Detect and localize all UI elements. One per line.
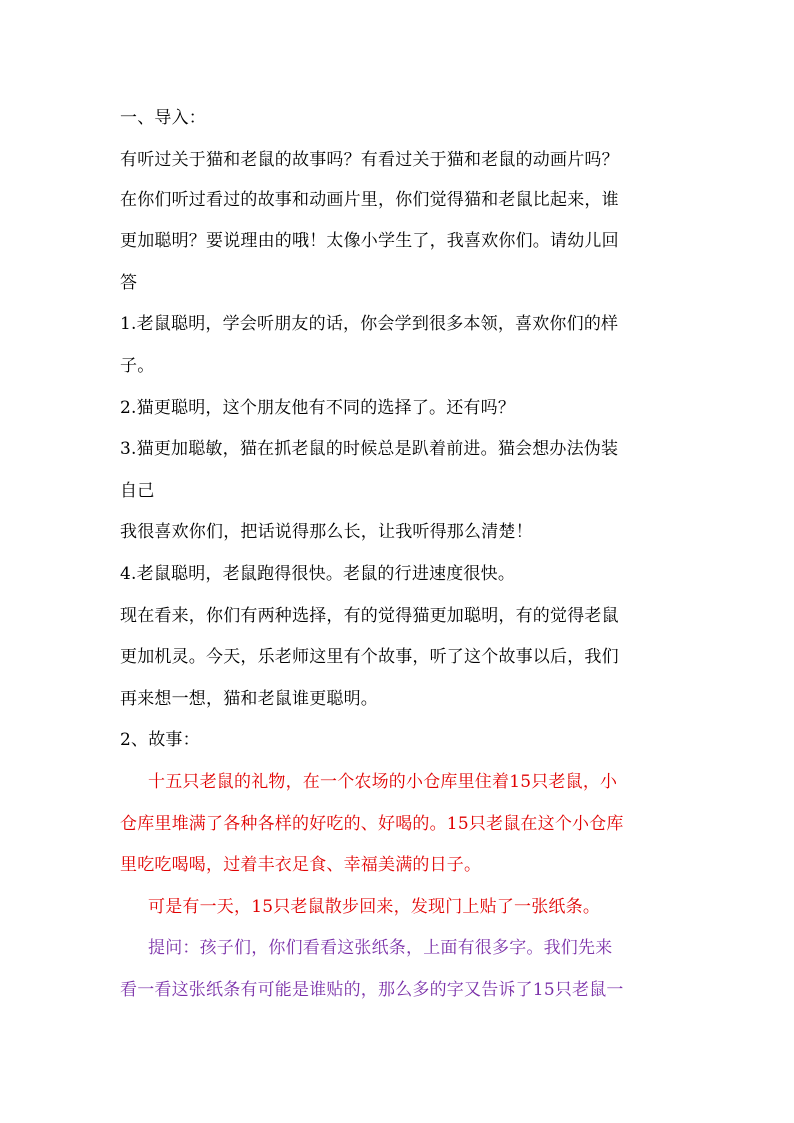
teacher-comment: 我很喜欢你们，把话说得那么长，让我听得那么清楚！	[120, 522, 533, 542]
answer-line-1-cont: 子。	[120, 356, 155, 376]
story-line: 里吃吃喝喝，过着丰衣足食、幸福美满的日子。	[120, 855, 482, 875]
paragraph-line: 更加机灵。今天，乐老师这里有个故事，听了这个故事以后，我们	[120, 647, 619, 667]
paragraph-line: 答	[120, 273, 138, 293]
paragraph-line: 现在看来，你们有两种选择，有的觉得猫更加聪明，有的觉得老鼠	[120, 606, 619, 626]
answer-line-3-cont: 自己	[120, 481, 155, 501]
answer-line-4: 4.老鼠聪明，老鼠跑得很快。老鼠的行进速度很快。	[120, 564, 516, 584]
story-line: 仓库里堆满了各种各样的好吃的、好喝的。15只老鼠在这个小仓库	[120, 814, 624, 834]
story-line: 十五只老鼠的礼物，在一个农场的小仓库里住着15只老鼠，小	[148, 772, 618, 792]
section-heading-intro: 一、导入：	[120, 108, 206, 128]
answer-line-3: 3.猫更加聪敏，猫在抓老鼠的时候总是趴着前进。猫会想办法伪装	[120, 439, 619, 459]
section-heading-story: 2、故事：	[120, 730, 200, 750]
paragraph-line: 在你们听过看过的故事和动画片里，你们觉得猫和老鼠比起来，谁	[120, 190, 619, 210]
answer-line-1: 1.老鼠聪明，学会听朋友的话，你会学到很多本领，喜欢你们的样	[120, 314, 619, 334]
answer-line-2: 2.猫更聪明，这个朋友他有不同的选择了。还有吗？	[120, 398, 516, 418]
question-line: 提问：孩子们，你们看看这张纸条，上面有很多字。我们先来	[148, 938, 613, 958]
paragraph-line: 更加聪明？要说理由的哦！太像小学生了，我喜欢你们。请幼儿回	[120, 231, 619, 251]
paragraph-line: 有听过关于猫和老鼠的故事吗？有看过关于猫和老鼠的动画片吗？	[120, 150, 619, 170]
story-line: 可是有一天，15只老鼠散步回来，发现门上贴了一张纸条。	[148, 897, 601, 917]
question-line: 看一看这张纸条有可能是谁贴的，那么多的字又告诉了15只老鼠一	[120, 980, 624, 1000]
paragraph-line: 再来想一想，猫和老鼠谁更聪明。	[120, 689, 378, 709]
